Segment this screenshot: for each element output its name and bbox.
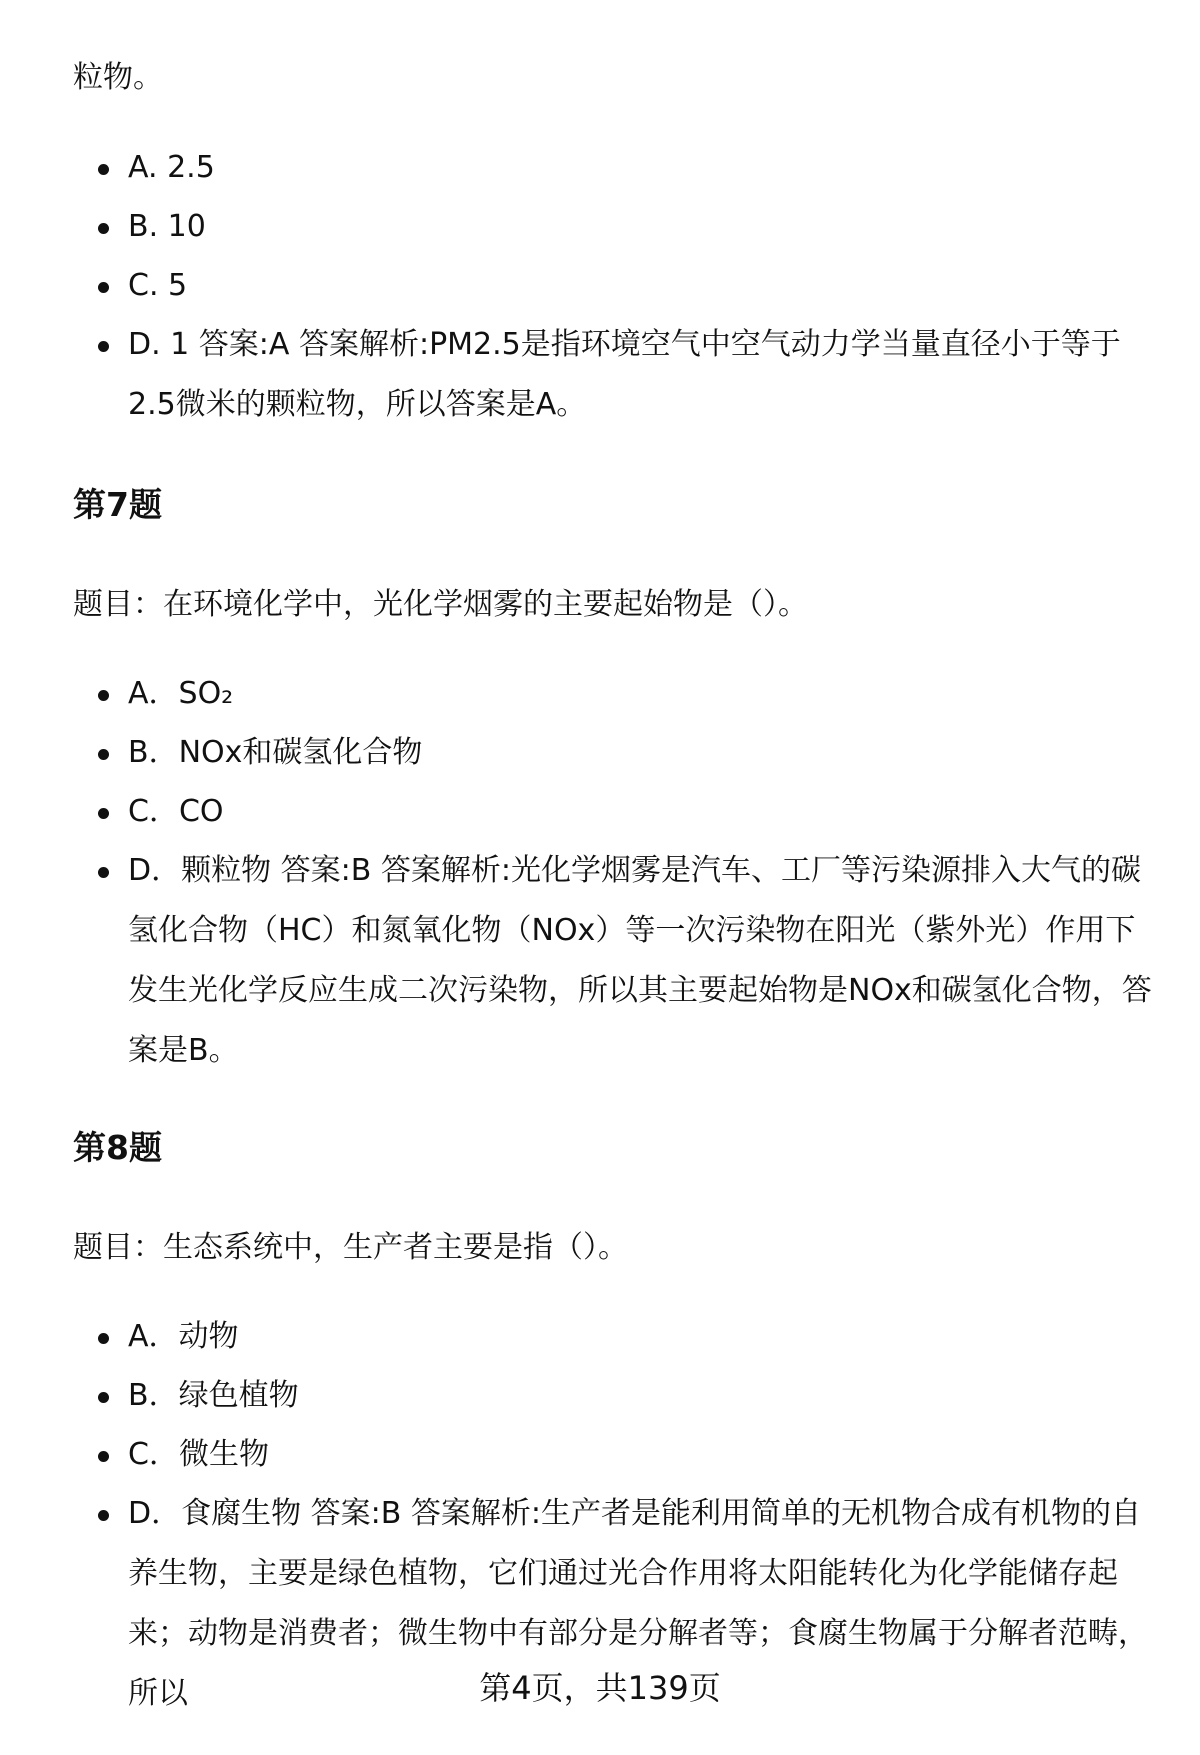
question-heading: 第7题 xyxy=(73,485,162,524)
bullet-icon xyxy=(98,1510,109,1521)
bullet-icon xyxy=(98,1333,109,1344)
page-number-footer: 第4页，共139页 xyxy=(479,1669,721,1707)
bullet-icon xyxy=(98,808,109,819)
question-text: 题目：在环境化学中，光化学烟雾的主要起始物是（）。 xyxy=(73,587,808,622)
option-text: C．微生物 xyxy=(128,1437,269,1472)
option-text: A．动物 xyxy=(128,1319,239,1354)
option-text: B．NOx和碳氢化合物 xyxy=(128,735,423,770)
option-text: C．CO xyxy=(128,794,224,829)
bullet-icon xyxy=(98,341,109,352)
bullet-icon xyxy=(98,867,109,878)
bullet-icon xyxy=(98,282,109,293)
option-text: A. 2.5 xyxy=(128,150,215,185)
option-text-with-answer: D. 1 答案:A 答案解析:PM2.5是指环境空气中空气动力学当量直径小于等于2.5微米的颗粒物，所以答案是A。 xyxy=(128,327,1121,422)
bullet-icon xyxy=(98,1451,109,1462)
intro-line: 粒物。 xyxy=(73,60,163,95)
bullet-icon xyxy=(98,749,109,760)
bullet-icon xyxy=(98,223,109,234)
bullet-icon xyxy=(98,1392,109,1403)
bullet-icon xyxy=(98,690,109,701)
option-text: B. 10 xyxy=(128,209,206,244)
question-heading: 第8题 xyxy=(73,1128,162,1167)
option-text-with-answer: D．颗粒物 答案:B 答案解析:光化学烟雾是汽车、工厂等污染源排入大气的碳氢化合物（HC）和氮氧化物（NOx）等一次污染物在阳光（紫外光）作用下发生光化学反应生成二次污染物，所以其主要起始物是NOx和碳氢化合物，答案是B。 xyxy=(128,853,1152,1068)
question-text: 题目：生态系统中，生产者主要是指（）。 xyxy=(73,1230,628,1265)
option-text: C. 5 xyxy=(128,268,188,303)
option-text: A．SO₂ xyxy=(128,676,234,711)
bullet-icon xyxy=(98,164,109,175)
option-text-with-answer: D．食腐生物 答案:B 答案解析:生产者是能利用简单的无机物合成有机物的自养生物，主要是绿色植物，它们通过光合作用将太阳能转化为化学能储存起来；动物是消费者；微生物中有部分是分解者等；食腐生物属于分解者范畴，所以 xyxy=(128,1496,1148,1711)
option-text: B．绿色植物 xyxy=(128,1378,299,1413)
